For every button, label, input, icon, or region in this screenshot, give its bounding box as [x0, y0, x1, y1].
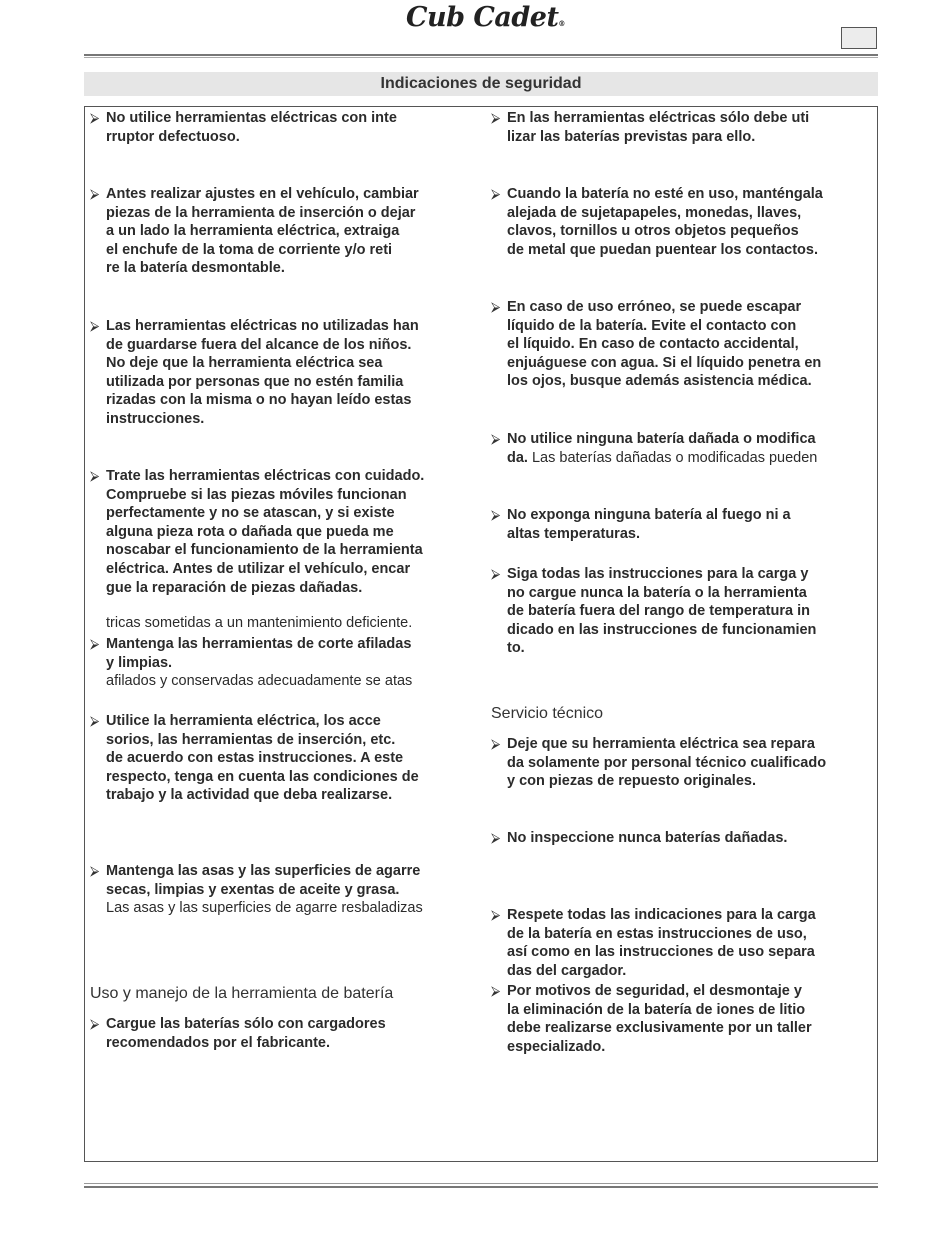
arrow-bullet-icon: ⮚	[491, 983, 501, 998]
list-item: ⮚ Por motivos de seguridad, el desmontaje y la eliminación de la batería de iones de litio debe realizarse exclusivamente por un taller especializado.	[491, 983, 812, 1055]
section-heading: Uso y manejo de la herramienta de batería	[90, 985, 394, 1002]
section-heading: Servicio técnico	[491, 705, 604, 722]
page-number-box	[841, 27, 877, 49]
header-rule	[84, 54, 878, 56]
list-item: ⮚ Siga todas las instrucciones para la carga y no cargue nunca la batería o la herramienta de batería fuera del rango de temperatura in dicado en las instrucciones de funcionamien to.	[491, 566, 817, 657]
arrow-bullet-icon: ⮚	[491, 830, 501, 845]
arrow-bullet-icon: ⮚	[491, 299, 501, 314]
list-item: ⮚ En caso de uso erróneo, se puede escapar líquido de la batería. Evite el contacto con el líquido. En caso de contacto accidental, enjuáguese con agua. Si el líquido penetra en los ojos, busque además asistencia médica.	[491, 299, 822, 390]
list-item: ⮚ Utilice la herramienta eléctrica, los acce sorios, las herramientas de inserción, etc. de acuerdo con estas instrucciones. A este respecto, tenga en cuenta las condiciones de trabajo y la actividad que deba realizarse.	[90, 713, 419, 804]
arrow-bullet-icon: ⮚	[491, 907, 501, 922]
arrow-bullet-icon: ⮚	[90, 186, 100, 201]
section-title: Indicaciones de seguridad	[84, 72, 878, 96]
list-item: ⮚ No utilice herramientas eléctricas con inte rruptor defectuoso.	[90, 110, 397, 145]
list-item: ⮚ Respete todas las indicaciones para la carga de la batería en estas instrucciones de uso, así como en las instrucciones de uso separa das del cargador.	[491, 907, 816, 979]
brand-logo: Cub Cadet®	[406, 2, 565, 33]
footer-rule-thick	[84, 1186, 878, 1188]
list-item: ⮚ En las herramientas eléctricas sólo debe uti lizar las baterías previstas para ello.	[491, 110, 810, 145]
arrow-bullet-icon: ⮚	[90, 636, 100, 651]
arrow-bullet-icon: ⮚	[90, 1016, 100, 1031]
list-item: ⮚ Deje que su herramienta eléctrica sea repara da solamente por personal técnico cualificado y con piezas de repuesto originales.	[491, 736, 827, 790]
arrow-bullet-icon: ⮚	[90, 110, 100, 125]
arrow-bullet-icon: ⮚	[491, 431, 501, 446]
arrow-bullet-icon: ⮚	[491, 186, 501, 201]
list-item: ⮚ Cuando la batería no esté en uso, manténgala alejada de sujetapapeles, monedas, llaves, clavos, tornillos u otros objetos pequeños de metal que puedan puentear los contactos.	[491, 186, 823, 258]
arrow-bullet-icon: ⮚	[90, 863, 100, 878]
arrow-bullet-icon: ⮚	[491, 507, 501, 522]
list-item: ⮚ No inspeccione nunca baterías dañadas.	[491, 830, 788, 846]
list-item: ⮚ Cargue las baterías sólo con cargadores recomendados por el fabricante.	[90, 1016, 386, 1051]
list-item: ⮚ Mantenga las asas y las superficies de agarre secas, limpias y exentas de aceite y grasa. Las asas y las superficies de agarre resbaladizas	[90, 863, 423, 917]
list-item: tricas sometidas a un mantenimiento deficiente.	[106, 615, 413, 631]
header-rule-thin	[84, 57, 878, 58]
list-item: ⮚ No exponga ninguna batería al fuego ni a altas temperaturas.	[491, 507, 791, 542]
arrow-bullet-icon: ⮚	[491, 736, 501, 751]
list-item: ⮚ No utilice ninguna batería dañada o modifica da. Las baterías dañadas o modificadas pueden	[491, 431, 818, 466]
list-item: ⮚ Las herramientas eléctricas no utilizadas han de guardarse fuera del alcance de los niños. No deje que la herramienta eléctrica sea utilizada por personas que no estén familia rizadas con la misma o no hayan leído estas instrucciones.	[90, 318, 419, 427]
list-item: ⮚ Trate las herramientas eléctricas con cuidado. Compruebe si las piezas móviles funcionan perfectamente y no se atascan, y si existe alguna pieza rota o dañada que pueda me noscabar el funcionamiento de la herramienta eléctrica. Antes de utilizar el vehículo, encar gue la reparación de piezas dañadas.	[90, 468, 425, 596]
list-item: ⮚ Antes realizar ajustes en el vehículo, cambiar piezas de la herramienta de inserción o dejar a un lado la herramienta eléctrica, extraiga el enchufe de la toma de corriente y/o reti re la batería desmontable.	[90, 186, 419, 277]
arrow-bullet-icon: ⮚	[90, 318, 100, 333]
arrow-bullet-icon: ⮚	[491, 110, 501, 125]
list-item: ⮚ Mantenga las herramientas de corte afiladas y limpias. afilados y conservadas adecuadamente se atas	[90, 636, 413, 690]
arrow-bullet-icon: ⮚	[90, 713, 100, 728]
footer-rule	[84, 1183, 878, 1184]
arrow-bullet-icon: ⮚	[491, 566, 501, 581]
arrow-bullet-icon: ⮚	[90, 468, 100, 483]
